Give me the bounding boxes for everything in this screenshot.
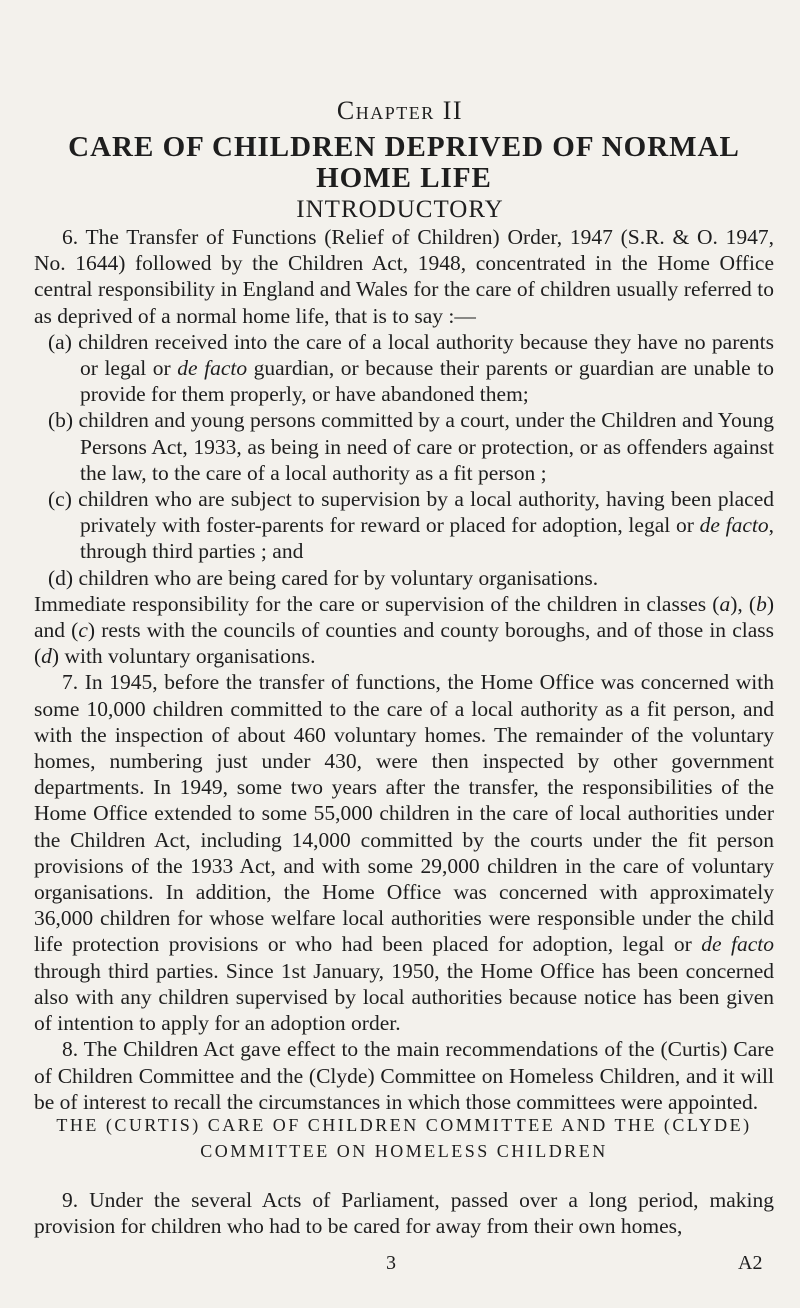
chapter-title: CARE OF CHILDREN DEPRIVED OF NORMAL HOME LIFE	[68, 131, 740, 194]
list-item-a: (a) children received into the care of a local authority because they have no parents or legal or de facto guardian, or because their parents or guardian are unable to provide for them properly, or have abandoned them;	[48, 329, 774, 407]
list-marker: (d)	[48, 565, 74, 590]
paragraph-6-closing: Immediate responsibility for the care or supervision of the children in classes (a), (b) and (c) rests with the councils of counties and county boroughs, and of those in class (d) with voluntary organisations.	[34, 591, 774, 669]
list-item-c: (c) children who are subject to supervision by a local authority, having been placed privately with foster-parents for reward or placed for adoption, legal or de facto, through third parties ; and	[48, 487, 774, 564]
list-item-d: (d) children who are being cared for by voluntary organisations.	[48, 565, 599, 590]
list-marker: (c)	[48, 487, 72, 512]
subsection-heading: THE (CURTIS) CARE OF CHILDREN COMMITTEE AND THE (CLYDE) COMMITTEE ON HOMELESS CHILDREN	[56, 1115, 752, 1161]
list-marker: (b)	[48, 408, 74, 433]
list-item-b: (b) children and young persons committed by a court, under the Children and Young Persons Act, 1933, as being in need of care or protection, or as offenders against the law, to the care of a local authority as a fit person ;	[48, 408, 774, 485]
signature-mark: A2	[738, 1252, 763, 1274]
page-number: 3	[386, 1252, 396, 1274]
section-heading: INTRODUCTORY	[296, 196, 504, 223]
body-text	[34, 224, 774, 1115]
paragraph-7: 7. In 1945, before the transfer of functions, the Home Office was concerned with some 10,000 children committed to the care of a local authority as a fit person, and with the inspection of about 460 voluntary homes. The remainder of the voluntary homes, numbering just under 430, were then inspected by other government departments. In 1949, some two years after the transfer, the responsibilities of the Home Office extended to some 55,000 children in the care of local authorities under the Children Act, including 14,000 committed by the courts under the fit person provisions of the 1933 Act, and with some 29,000 children in the care of voluntary organisations. In addition, the Home Office was concerned with approximately 36,000 children for whose welfare local authorities were responsible under the child life protection provisions or who had been placed for adoption, legal or de facto through third parties. Since 1st January, 1950, the Home Office has been concerned also with any children supervised by local authorities because notice has been given of intention to apply for an adoption order.	[34, 670, 774, 1036]
chapter-heading: Chapter II	[336, 96, 464, 125]
paragraph-9: 9. Under the several Acts of Parliament, passed over a long period, making provision for children who had to be cared for away from their own homes,	[34, 1188, 774, 1239]
list-marker: (a)	[48, 329, 72, 354]
paragraph-8: 8. The Children Act gave effect to the main recommendations of the (Curtis) Care of Children Committee and the (Clyde) Committee on Homeless Children, and it will be of interest to recall the circumstances in which those committees were appointed.	[34, 1037, 774, 1114]
paragraph-6-intro: 6. The Transfer of Functions (Relief of Children) Order, 1947 (S.R. & O. 1947, No. 1644) followed by the Children Act, 1948, concentrated in the Home Office central responsibility in England and Wales for the care of children usually referred to as deprived of a normal home life, that is to say :—	[34, 225, 774, 328]
